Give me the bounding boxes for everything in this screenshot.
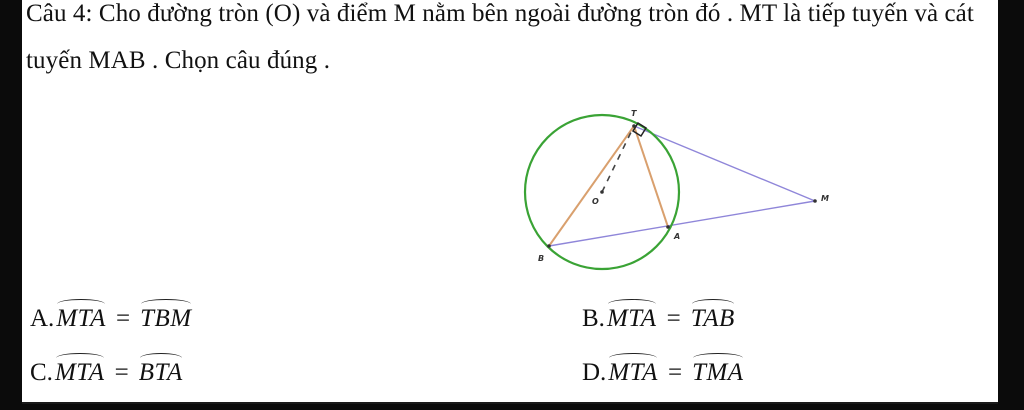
point-m — [813, 199, 817, 203]
equals-sign: = — [666, 305, 681, 332]
option-a[interactable] — [30, 300, 192, 334]
label-m: M — [821, 194, 829, 203]
radius-ot — [602, 126, 634, 192]
secant-line-mab — [549, 201, 815, 246]
option-letter: B. — [582, 305, 605, 332]
option-b[interactable] — [582, 300, 735, 334]
question-text: Câu 4: Cho đường tròn (O) và điểm M nằm bên ngoài đường tròn đó . MT là tiếp tuyến và cát tuyến MAB . Chọn câu đúng . — [26, 0, 974, 74]
chord-ta — [634, 126, 668, 227]
angle-left: MTA — [608, 354, 658, 388]
label-b: B — [538, 254, 545, 263]
option-d[interactable] — [582, 354, 744, 388]
equals-sign: = — [667, 359, 683, 386]
document-page — [22, 0, 998, 404]
label-o: O — [592, 197, 599, 206]
angle-right: TAB — [691, 300, 735, 334]
label-t: T — [631, 109, 637, 118]
label-a: A — [674, 232, 681, 241]
point-a — [666, 225, 670, 229]
option-c[interactable] — [30, 354, 183, 388]
option-letter: A. — [30, 305, 55, 332]
chord-tb — [549, 126, 634, 246]
angle-right: BTA — [139, 354, 183, 388]
angle-right: TMA — [692, 354, 744, 388]
angle-right: TBM — [140, 300, 192, 334]
tangent-line-mt — [634, 126, 815, 201]
geometry-figure — [22, 0, 998, 402]
angle-left: MTA — [56, 300, 106, 334]
point-t — [632, 124, 636, 128]
point-b — [547, 244, 551, 248]
option-letter: D. — [582, 359, 607, 386]
angle-left: MTA — [55, 354, 105, 388]
point-o — [600, 190, 604, 194]
equals-sign: = — [114, 359, 129, 386]
equals-sign: = — [115, 305, 131, 332]
angle-left: MTA — [607, 300, 657, 334]
option-letter: C. — [30, 359, 53, 386]
